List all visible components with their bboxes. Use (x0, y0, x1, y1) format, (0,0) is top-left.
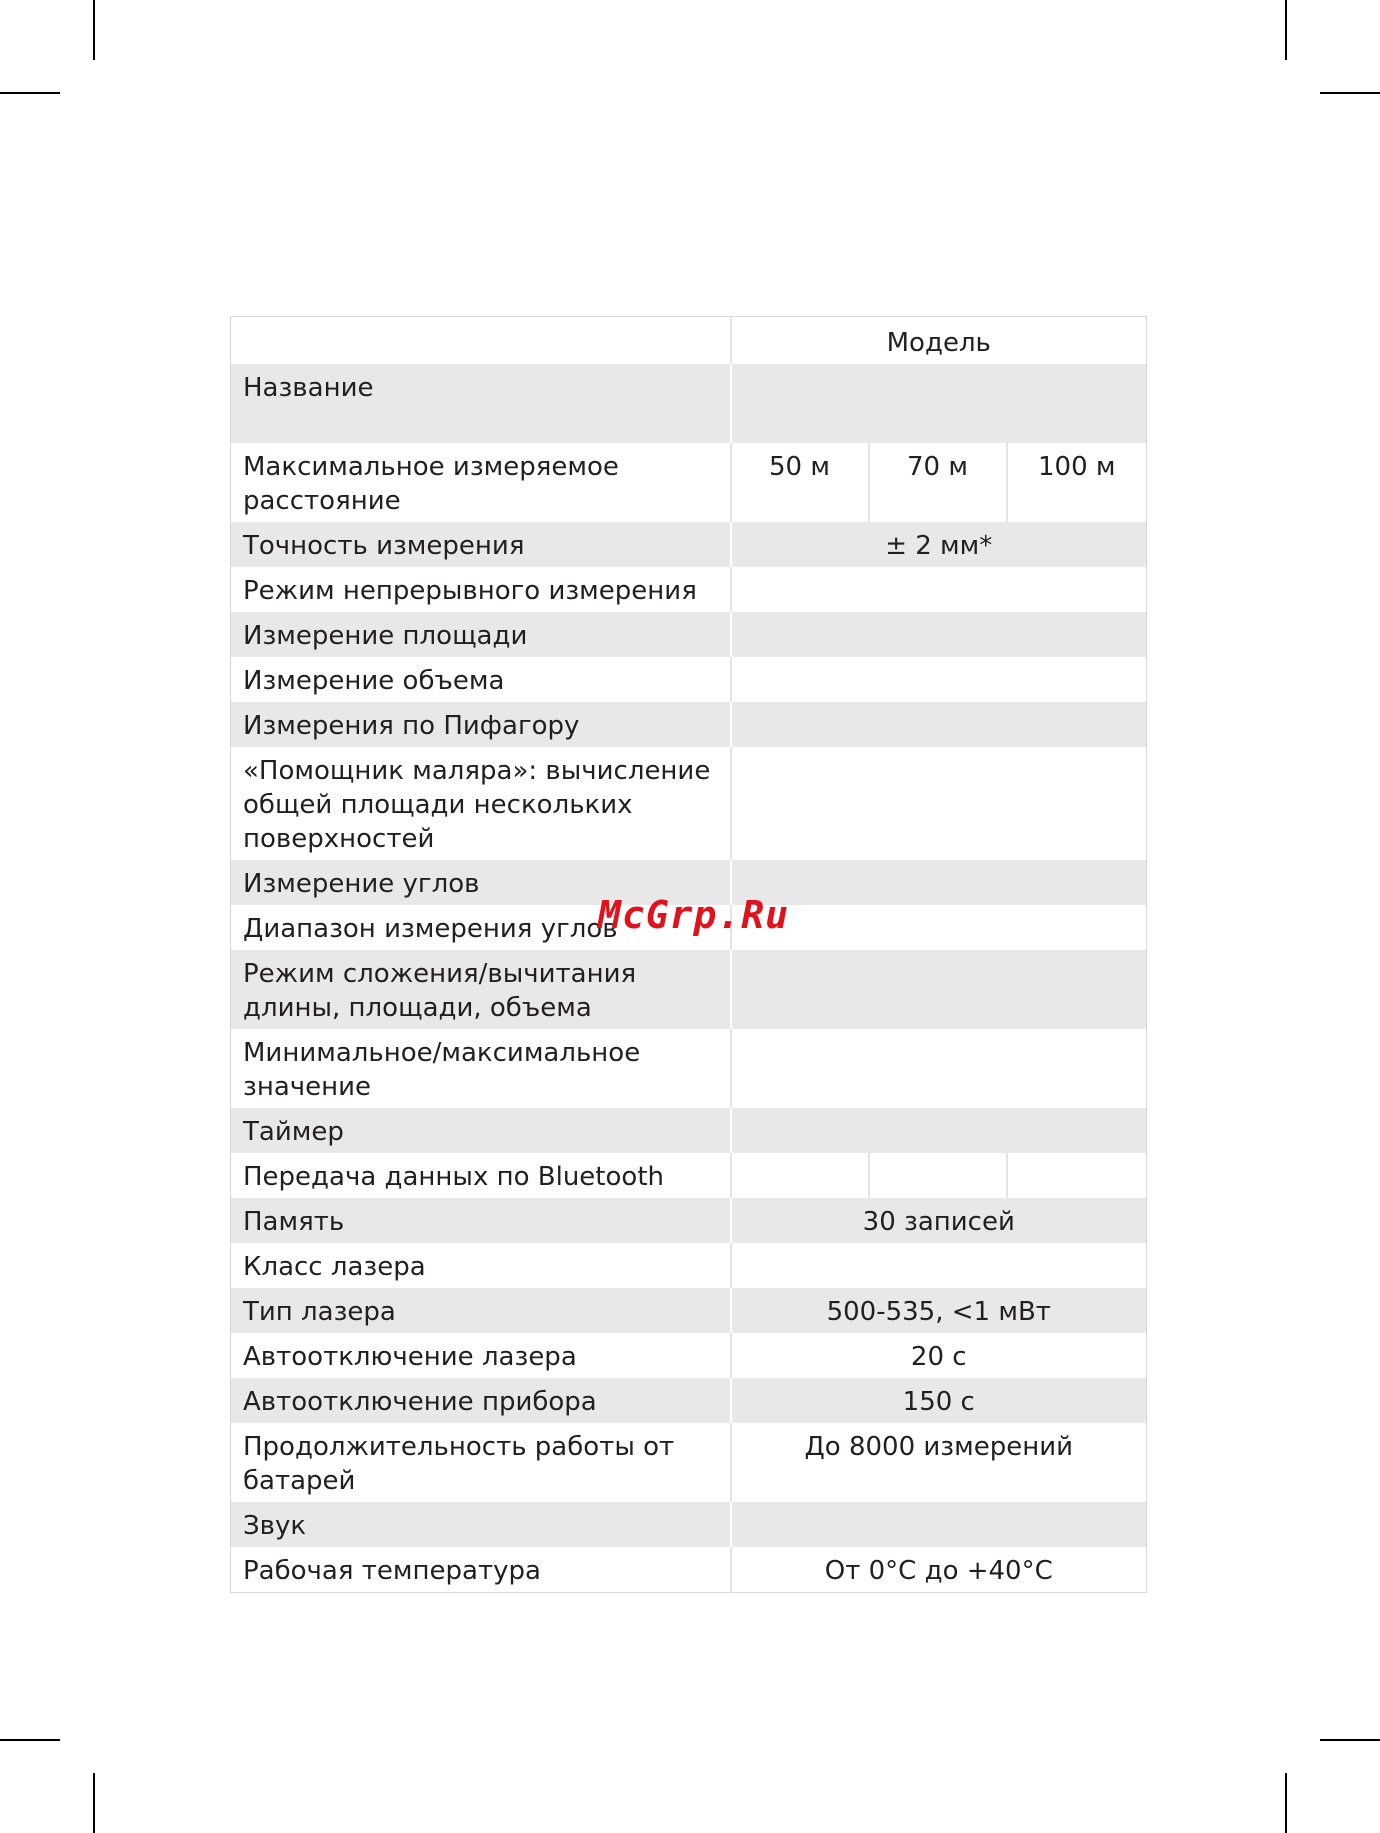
row-label: Измерения по Пифагору (231, 702, 731, 747)
table-row (231, 657, 1147, 702)
row-value-model-1 (731, 1153, 869, 1198)
table-header-row (231, 317, 1147, 365)
row-value (731, 657, 1147, 702)
row-label: Режим непрерывного измерения (231, 567, 731, 612)
row-value: 30 записей (731, 1198, 1147, 1243)
table-row (231, 747, 1147, 860)
row-label: Режим сложения/вычитания длины, площади, объема (231, 950, 731, 1029)
row-label: Тип лазера (231, 1288, 731, 1333)
row-label: Диапазон измерения углов (231, 905, 731, 950)
specifications-table (230, 316, 1147, 1593)
row-label: Автоотключение прибора (231, 1378, 731, 1423)
table-row (231, 1547, 1147, 1593)
row-value (731, 905, 1147, 950)
row-value (731, 364, 1147, 443)
table-row (231, 612, 1147, 657)
row-value-model-2 (869, 1153, 1007, 1198)
table-row (231, 1333, 1147, 1378)
row-value: 20 с (731, 1333, 1147, 1378)
row-label: Память (231, 1198, 731, 1243)
row-value-model-2: 70 м (869, 443, 1007, 522)
row-label: Класс лазера (231, 1243, 731, 1288)
row-value: 150 с (731, 1378, 1147, 1423)
row-value (731, 1502, 1147, 1547)
crop-mark (0, 92, 60, 94)
crop-mark (0, 1739, 60, 1741)
table-row (231, 950, 1147, 1029)
crop-mark (93, 0, 95, 60)
row-label: Измерение площади (231, 612, 731, 657)
table-row (231, 1288, 1147, 1333)
table-row (231, 1029, 1147, 1108)
table-row (231, 1108, 1147, 1153)
row-value-model-3 (1007, 1153, 1147, 1198)
row-label: «Помощник маляра»: вычисление общей площади нескольких поверхностей (231, 747, 731, 860)
row-label: Рабочая температура (231, 1547, 731, 1593)
row-value: От 0°C до +40°C (731, 1547, 1147, 1593)
table-row (231, 522, 1147, 567)
row-value (731, 1029, 1147, 1108)
row-label: Продолжительность работы от батарей (231, 1423, 731, 1502)
row-label: Измерение объема (231, 657, 731, 702)
table-row (231, 364, 1147, 443)
row-label: Передача данных по Bluetooth (231, 1153, 731, 1198)
row-label: Таймер (231, 1108, 731, 1153)
table-row (231, 1502, 1147, 1547)
table-row (231, 702, 1147, 747)
row-label: Звук (231, 1502, 731, 1547)
crop-mark (1285, 1773, 1287, 1833)
row-label: Минимальное/максимальное значение (231, 1029, 731, 1108)
row-value: До 8000 измерений (731, 1423, 1147, 1502)
row-value: 500-535, <1 мВт (731, 1288, 1147, 1333)
row-value (731, 612, 1147, 657)
header-empty-cell (231, 317, 731, 365)
crop-mark (93, 1773, 95, 1833)
crop-mark (1320, 1739, 1380, 1741)
row-value (731, 860, 1147, 905)
row-label: Точность измерения (231, 522, 731, 567)
row-label: Максимальное измеряемое расстояние (231, 443, 731, 522)
header-model: Модель (731, 317, 1147, 365)
crop-mark (1320, 92, 1380, 94)
table-row (231, 1198, 1147, 1243)
watermark-text: McGrp.Ru (598, 893, 790, 937)
row-value (731, 747, 1147, 860)
row-label: Название (231, 364, 731, 443)
crop-mark (1285, 0, 1287, 60)
row-value-model-3: 100 м (1007, 443, 1147, 522)
row-value (731, 950, 1147, 1029)
row-value (731, 1243, 1147, 1288)
table-row (231, 1378, 1147, 1423)
row-label: Измерение углов (231, 860, 731, 905)
row-value (731, 1108, 1147, 1153)
row-value (731, 702, 1147, 747)
table-row (231, 443, 1147, 522)
row-value: ± 2 мм* (731, 522, 1147, 567)
row-value (731, 567, 1147, 612)
table-row (231, 567, 1147, 612)
row-label: Автоотключение лазера (231, 1333, 731, 1378)
row-value-model-1: 50 м (731, 443, 869, 522)
table-row (231, 1243, 1147, 1288)
table-row (231, 1153, 1147, 1198)
table-row (231, 1423, 1147, 1502)
